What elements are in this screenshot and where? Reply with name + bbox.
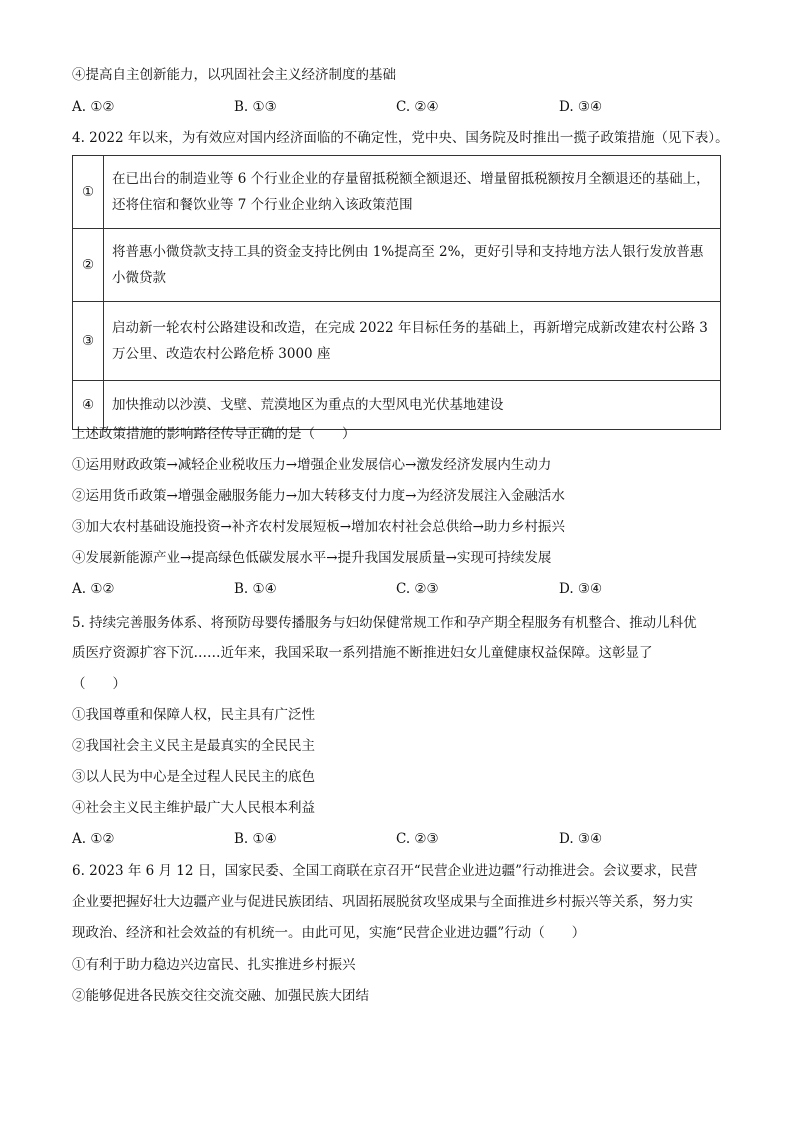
q6-item-2: ②能够促进各民族交往交流交融、加强民族大团结 — [72, 988, 369, 1004]
q4-item-3: ③加大农村基础设施投资→补齐农村发展短板→增加农村社会总供给→助力乡村振兴 — [72, 519, 565, 535]
policy-measures-table — [72, 155, 721, 430]
table-row-text: 启动新一轮农村公路建设和改造，在完成 2022 年目标任务的基础上，再新增完成新改建农村公路 3 万公里、改造农村公路危桥 3000 座 — [104, 302, 721, 381]
q4-option-c[interactable]: C. ②③ — [396, 581, 439, 597]
q5-item-1: ①我国尊重和保障人权，民主具有广泛性 — [72, 707, 315, 723]
q4-question: 上述政策措施的影响路径传导正确的是（ ） — [72, 426, 356, 442]
table-row-number: ② — [73, 229, 104, 302]
q5-option-d[interactable]: D. ③④ — [559, 831, 603, 847]
q3-option-a[interactable]: A. ①② — [72, 99, 115, 115]
table-row-number: ③ — [73, 302, 104, 381]
table-row-number: ④ — [73, 381, 104, 430]
q5-stem-line-3: （ ） — [72, 676, 126, 692]
q5-options — [72, 830, 722, 848]
table-row-text: 加快推动以沙漠、戈壁、荒漠地区为重点的大型风电光伏基地建设 — [104, 381, 721, 430]
q5-option-a[interactable]: A. ①② — [72, 831, 115, 847]
table-row — [73, 302, 721, 381]
q4-stem: 4. 2022 年以来，为有效应对国内经济面临的不确定性，党中央、国务院及时推出一揽子政策措施（见下表）。 — [72, 130, 729, 146]
q6-stem-line-2: 企业要把握好壮大边疆产业与促进民族团结、巩固拓展脱贫攻坚成果与全面推进乡村振兴等关系，努力实 — [72, 894, 693, 910]
q3-option-d[interactable]: D. ③④ — [559, 99, 603, 115]
table-row-number: ① — [73, 156, 104, 229]
q4-options — [72, 580, 722, 598]
q4-option-d[interactable]: D. ③④ — [559, 581, 603, 597]
q6-stem-line-1: 6. 2023 年 6 月 12 日，国家民委、全国工商联在京召开“民营企业进边疆”行动推进会。会议要求，民营 — [72, 863, 698, 879]
q4-option-b[interactable]: B. ①④ — [234, 581, 277, 597]
q4-item-1: ①运用财政政策→减轻企业税收压力→增强企业发展信心→激发经济发展内生动力 — [72, 457, 552, 473]
q5-stem-line-2: 质医疗资源扩容下沉……近年来，我国采取一系列措施不断推进妇女儿童健康权益保障。这彰显了 — [72, 645, 653, 661]
q3-option-c[interactable]: C. ②④ — [396, 99, 439, 115]
q3-options — [72, 98, 722, 116]
q5-option-c[interactable]: C. ②③ — [396, 831, 439, 847]
q5-stem-line-1: 5. 持续完善服务体系、将预防母婴传播服务与妇幼保健常规工作和孕产期全程服务有机整合、推动儿科优 — [72, 615, 697, 631]
table-row-text: 在已出台的制造业等 6 个行业企业的存量留抵税额全额退还、增量留抵税额按月全额退还的基础上，还将住宿和餐饮业等 7 个行业企业纳入该政策范围 — [104, 156, 721, 229]
q4-item-4: ④发展新能源产业→提高绿色低碳发展水平→提升我国发展质量→实现可持续发展 — [72, 550, 552, 566]
q5-item-4: ④社会主义民主维护最广大人民根本利益 — [72, 800, 315, 816]
table-row — [73, 381, 721, 430]
q4-option-a[interactable]: A. ①② — [72, 581, 115, 597]
q6-item-1: ①有利于助力稳边兴边富民、扎实推进乡村振兴 — [72, 957, 356, 973]
q3-item-4: ④提高自主创新能力，以巩固社会主义经济制度的基础 — [72, 67, 396, 83]
table-row — [73, 156, 721, 229]
q6-stem-line-3: 现政治、经济和社会效益的有机统一。由此可见，实施“民营企业进边疆”行动（ ） — [72, 925, 586, 941]
q3-option-b[interactable]: B. ①③ — [234, 99, 277, 115]
q4-item-2: ②运用货币政策→增强金融服务能力→加大转移支付力度→为经济发展注入金融活水 — [72, 488, 565, 504]
table-row — [73, 229, 721, 302]
q5-option-b[interactable]: B. ①④ — [234, 831, 277, 847]
q5-item-3: ③以人民为中心是全过程人民民主的底色 — [72, 769, 315, 785]
q5-item-2: ②我国社会主义民主是最真实的全民民主 — [72, 738, 315, 754]
table-row-text: 将普惠小微贷款支持工具的资金支持比例由 1%提高至 2%，更好引导和支持地方法人银行发放普惠小微贷款 — [104, 229, 721, 302]
